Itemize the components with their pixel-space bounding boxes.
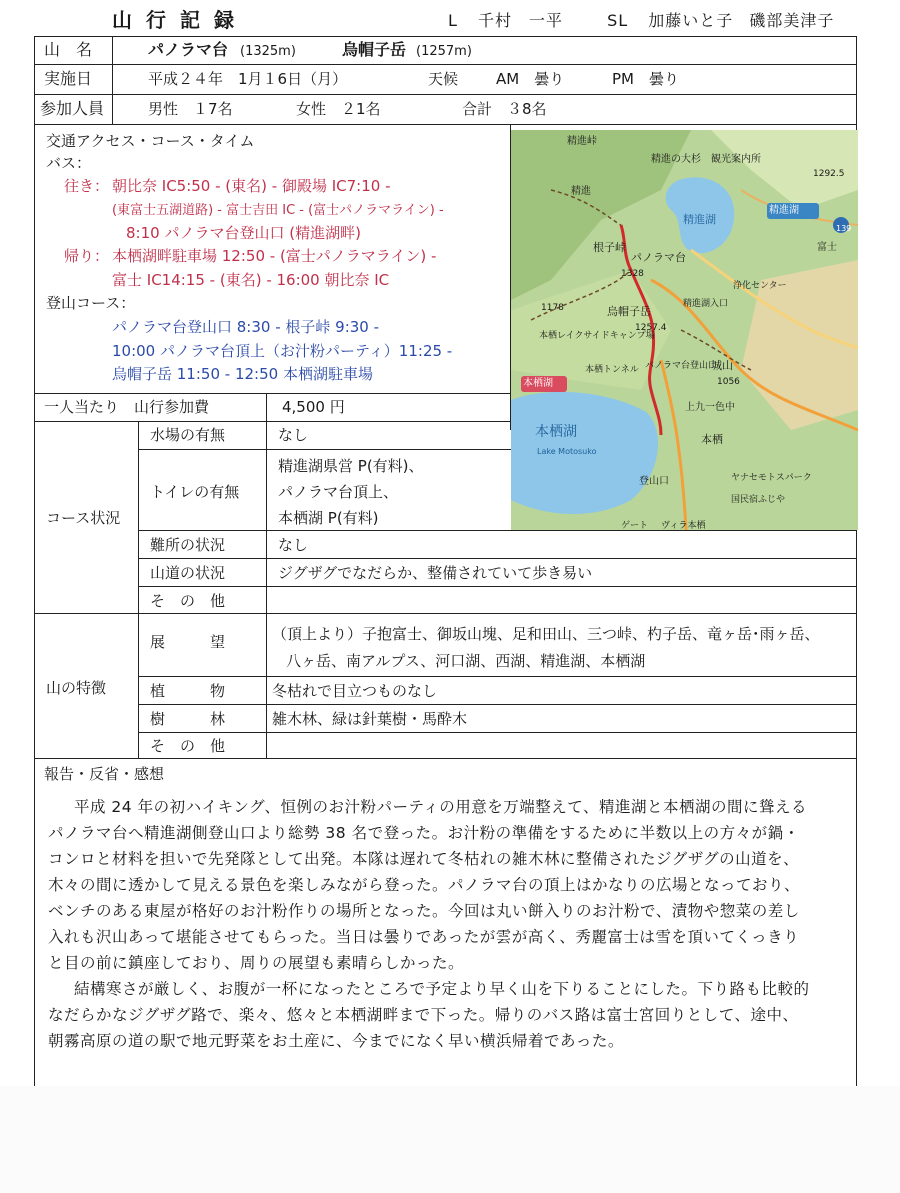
toilet-label: トイレの有無 [150, 483, 240, 501]
sl-label: SL [607, 11, 629, 30]
map-label: 国民宿ふじや [731, 495, 786, 505]
page-title: 山行記録 [112, 8, 248, 32]
male-count: 男性 １7名 [148, 100, 233, 118]
date-label: 実施日 [44, 69, 93, 88]
view-value-2: 八ヶ岳、南アルプス、河口湖、西湖、精進湖、本栖湖 [286, 652, 646, 670]
mountain-label: 山 名 [44, 40, 93, 59]
female-count: 女性 ２1名 [296, 100, 381, 118]
mountain-2-elevation: (1257m) [416, 44, 472, 59]
leader-label: L [448, 11, 458, 30]
plants-label: 植 物 [150, 682, 226, 700]
mountain-1-elevation: (1325m) [240, 44, 296, 59]
map-label: ゲート [621, 521, 649, 530]
map-label: 1178 [541, 303, 564, 313]
toilet-value-1: 精進湖県営 P(有料)、 [278, 457, 424, 475]
return-line-1: 本栖湖畔駐車場 12:50 - (富士パノラマライン) - [112, 247, 437, 265]
report-line: コンロと材料を担いで先発隊として出発。本隊は遅れて冬枯れの雑木林に整備されたジグザグの山道を、 [48, 850, 800, 868]
map-label: 精進峠 [567, 136, 597, 147]
report-line: 平成 24 年の初ハイキング、恒例のお汁粉パーティの用意を万端整えて、精進湖と本栖湖の間に聳える [74, 798, 807, 816]
map-label: 本栖 [701, 433, 723, 446]
access-heading: 交通アクセス・コース・タイム [46, 132, 255, 150]
view-value-1: （頂上より）子抱富士、御坂山塊、足和田山、三つ峠、杓子岳、竜ヶ岳･雨ヶ岳、 [272, 625, 820, 643]
map-label: 富士 [817, 242, 837, 253]
mountain-2: 烏帽子岳 [342, 40, 407, 59]
features-label: 山の特徴 [46, 679, 107, 697]
outbound-line-2: (東富士五湖道路) - 富士吉田 IC - (富士パノラマライン) - [112, 203, 444, 218]
report-line: 木々の間に透かして見える景色を楽しみながら登った。パノラマ台の頂上はかなりの広場となっており、 [48, 876, 801, 894]
outbound-line-1: 朝比奈 IC5:50 - (東名) - 御殿場 IC7:10 - [112, 177, 391, 195]
map-label: 本栖トンネル [585, 365, 639, 375]
forest-value: 雑木林、緑は針葉樹・馬酔木 [272, 710, 468, 728]
map-label: 本栖湖 [535, 424, 577, 440]
toilet-value-3: 本栖湖 P(有料) [278, 509, 379, 527]
map-label: 城山 [711, 359, 733, 372]
map-label: ヤナセモトスパーク [731, 473, 812, 483]
plants-value: 冬枯れで目立つものなし [272, 682, 438, 700]
trail-value: ジグザグでなだらか、整備されていて歩き易い [278, 564, 593, 582]
report-line: ベンチのある東屋が格好のお汁粉作りの場所となった。今回は丸い餅入りのお汁粉で、漬物や惣菜の差し [48, 902, 800, 920]
map-label: 精進湖入口 [683, 299, 729, 309]
route-map [511, 130, 858, 530]
mountain-1: パノラマ台 [148, 40, 229, 59]
map-label: 本栖湖 [523, 378, 553, 389]
report-line: パノラマ台へ精進湖側登山口より総勢 38 名で登った。お汁粉の準備をするために半数以上の方々が鍋・ [48, 824, 800, 842]
map-label: 観光案内所 [711, 154, 761, 165]
map-label: 1328 [621, 269, 644, 279]
report-line: 結構寒さが厳しく、お腹が一杯になったところで予定より早く山を下りることにした。下り路も比較的 [74, 980, 810, 998]
report-heading: 報告・反省・感想 [44, 765, 165, 783]
report-line: 朝霧高原の道の駅で地元野菜をお土産に、今までになく早い横浜帰着であった。 [48, 1032, 624, 1050]
weather-label: 天候 [428, 70, 459, 88]
course-label: 登山コース： [46, 294, 136, 312]
difficult-value: なし [278, 536, 309, 554]
map-label: パノラマ台 [631, 251, 686, 264]
difficult-label: 難所の状況 [150, 536, 226, 554]
water-label: 水場の有無 [150, 426, 226, 444]
outbound-label: 往き： [64, 177, 110, 195]
map-label: 精進湖 [683, 213, 716, 226]
report-body [48, 794, 838, 1054]
map-label: ヴィラ本栖 [661, 521, 706, 530]
forest-label: 樹 林 [150, 710, 226, 728]
water-value: なし [278, 426, 309, 444]
date-value: 平成２４年 1月１6日（月） [148, 70, 348, 88]
course-status-label: コース状況 [46, 509, 121, 527]
report-line: と目の前に鎮座しており、周りの展望も素晴らしかった。 [48, 954, 465, 972]
map-label: 烏帽子岳 [607, 305, 651, 318]
features-other-label: そ の 他 [150, 737, 226, 755]
toilet-value-2: パノラマ台頂上、 [278, 483, 399, 501]
sublead-1: 加藤いと子 [648, 11, 734, 30]
course-line-3: 烏帽子岳 11:50 - 12:50 本栖湖駐車場 [112, 365, 373, 383]
map-label: 上九一色中 [685, 402, 735, 413]
map-label: 1056 [717, 377, 740, 387]
fee-value: 4,500 円 [282, 398, 345, 416]
weather-am: AM 曇り [496, 70, 565, 88]
map-label: 浄化センター [733, 281, 787, 291]
course-line-2: 10:00 パノラマ台頂上（お汁粉パーティ）11:25 - [112, 342, 453, 360]
map-label: 139 [836, 224, 852, 233]
report-line: 入れも沢山あって堪能させてもらった。当日は曇りであったが雲が高く、秀麗富士は雪を頂いてくっきり [48, 928, 800, 946]
course-line-1: パノラマ台登山口 8:30 - 根子峠 9:30 - [112, 318, 380, 336]
report-line: なだらかなジグザグ路で、楽々、悠々と本栖湖畔まで下った。帰りのバス路は富士宮回りとして、途中、 [48, 1006, 799, 1024]
map-label: 精進湖 [769, 205, 799, 216]
map-label: パノラマ台登山口 [645, 361, 718, 371]
map-label: 本栖レイクサイドキャンプ場 [539, 331, 655, 341]
map-label: 1292.5 [813, 169, 845, 179]
blank-footer [0, 1086, 900, 1193]
total-count: 合計 ３8名 [462, 100, 547, 118]
return-label: 帰り： [64, 247, 110, 265]
map-label: 精進 [571, 186, 591, 197]
status-other-label: そ の 他 [150, 592, 226, 610]
map-label: 根子峠 [593, 241, 626, 254]
weather-pm: PM 曇り [612, 70, 679, 88]
bus-label: バス： [46, 154, 92, 172]
trail-label: 山道の状況 [150, 564, 226, 582]
return-line-2: 富士 IC14:15 - (東名) - 16:00 朝比奈 IC [112, 271, 390, 289]
map-label: 1257.4 [635, 323, 667, 333]
participants-label: 参加人員 [40, 99, 105, 118]
map-label: Lake Motosuko [537, 447, 597, 456]
leader-name: 千村 一平 [478, 11, 564, 30]
outbound-line-3: 8:10 パノラマ台登山口 (精進湖畔) [126, 224, 361, 242]
fee-label: 一人当たり 山行参加費 [44, 398, 210, 416]
sublead-2: 磯部美津子 [749, 11, 835, 30]
view-label: 展 望 [150, 633, 226, 651]
leader-line [448, 8, 840, 31]
map-label: 精進の大杉 [651, 154, 701, 165]
map-label: 登山口 [639, 476, 669, 487]
